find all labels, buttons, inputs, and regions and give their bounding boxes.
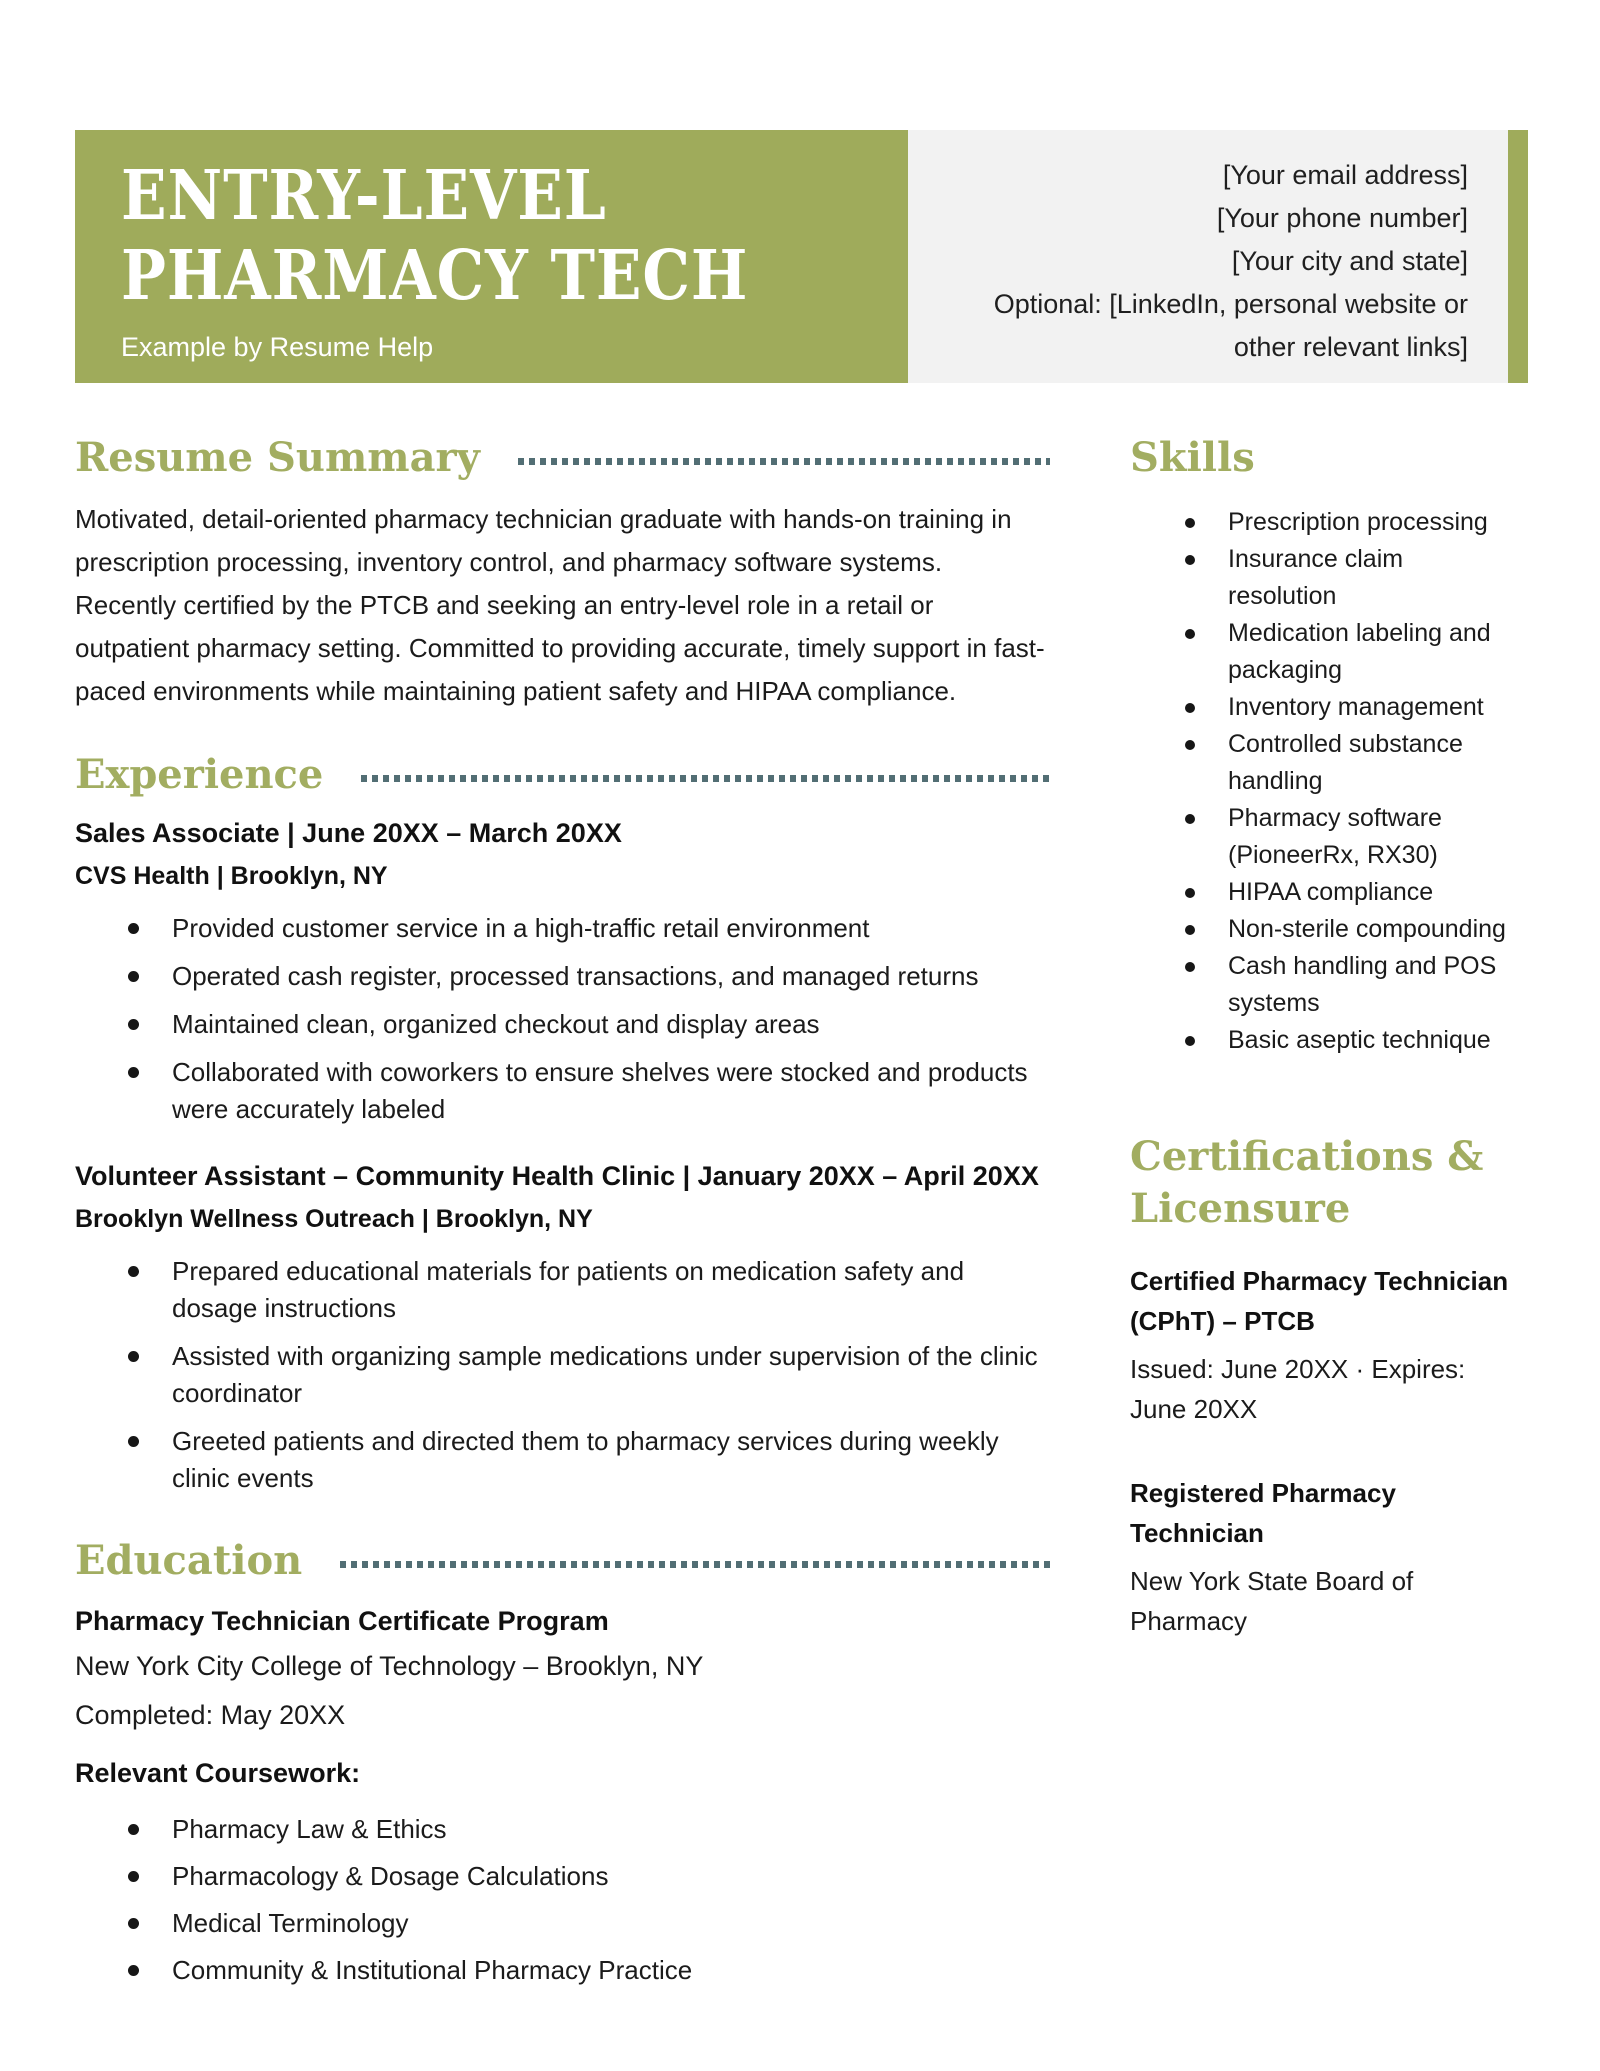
bullet-icon <box>128 1965 139 1976</box>
bullet-icon <box>1185 740 1195 750</box>
dotted-rule <box>340 1561 1050 1568</box>
list-item <box>75 1905 1050 1942</box>
bullet-icon <box>128 971 139 982</box>
experience-heading: Experience <box>75 751 324 798</box>
list-item <box>75 1253 1050 1327</box>
contact-optional-links: Optional: [LinkedIn, personal website or other relevant links] <box>993 289 1468 362</box>
summary-heading-row <box>75 432 1050 484</box>
bullet-icon <box>128 1067 139 1078</box>
contact-phone: [Your phone number] <box>1216 203 1468 233</box>
resume-title <box>121 156 814 316</box>
bullet-icon <box>128 1019 139 1030</box>
dotted-rule <box>518 458 1050 465</box>
list-item <box>1130 726 1515 800</box>
bullet-icon <box>1185 555 1195 565</box>
coursework-list <box>75 1811 1050 1989</box>
skills-list <box>1130 504 1515 1059</box>
resume-title-line2: PHARMACY TECH <box>121 236 749 316</box>
list-item <box>1130 874 1515 911</box>
certification-detail: New York State Board of Pharmacy <box>1130 1566 1414 1636</box>
education-completed: Completed: May 20XX <box>75 1700 346 1730</box>
list-item <box>1130 800 1515 874</box>
bullet-icon <box>1185 703 1195 713</box>
bullet-icon <box>128 1436 139 1447</box>
bullet-text: Assisted with organizing sample medications under supervision of the clinic coordinator <box>172 1341 1038 1408</box>
job-company: CVS Health | Brooklyn, NY <box>75 862 388 890</box>
certification-detail: Issued: June 20XX · Expires: June 20XX <box>1130 1354 1466 1424</box>
header <box>75 130 1528 383</box>
list-item <box>75 1338 1050 1412</box>
bullet-text: Inventory management <box>1228 693 1484 721</box>
summary-paragraph: Motivated, detail-oriented pharmacy technician graduate with hands-on training in prescription processing, inventory control, and pharmacy software systems. Recently certified by the PTCB and seeking an entry-level role in a retail or outpatient pharmacy setting. Committed to providing accurate, timely support in fast-paced environments while maintaining patient safety and HIPAA compliance. <box>75 504 1045 706</box>
bullet-text: Provided customer service in a high-traffic retail environment <box>172 913 870 943</box>
resume-subtitle: Example by Resume Help <box>121 332 434 362</box>
bullet-text: Controlled substance handling <box>1228 730 1463 795</box>
bullet-icon <box>128 1266 139 1277</box>
job-company: Brooklyn Wellness Outreach | Brooklyn, NY <box>75 1205 593 1233</box>
summary-heading: Resume Summary <box>75 434 480 481</box>
bullet-icon <box>128 1918 139 1929</box>
bullet-icon <box>1185 962 1195 972</box>
job-title: Volunteer Assistant – Community Health Clinic | January 20XX – April 20XX <box>75 1161 1039 1191</box>
education-heading: Education <box>75 1537 303 1584</box>
education-coursework-label: Relevant Coursework: <box>75 1758 361 1788</box>
left-column <box>75 432 1050 1999</box>
bullet-icon <box>128 1351 139 1362</box>
education-heading-row <box>75 1535 1050 1587</box>
skills-heading: Skills <box>1130 434 1255 481</box>
bullet-icon <box>128 923 139 934</box>
list-item <box>75 1006 1050 1043</box>
job-bullet-list <box>75 910 1050 1128</box>
bullet-icon <box>128 1871 139 1882</box>
job-entry <box>75 815 1050 1128</box>
bullet-icon <box>1185 1036 1195 1046</box>
contact-box <box>908 130 1508 383</box>
bullet-text: Pharmacy Law & Ethics <box>172 1814 447 1844</box>
bullet-text: Medication labeling and packaging <box>1228 619 1491 684</box>
bullet-text: HIPAA compliance <box>1228 878 1434 906</box>
section-resume-summary <box>75 432 1050 713</box>
list-item <box>75 1054 1050 1128</box>
list-item <box>1130 948 1515 1022</box>
bullet-text: Greeted patients and directed them to pharmacy services during weekly clinic events <box>172 1426 999 1493</box>
contact-email: [Your email address] <box>1222 160 1468 190</box>
experience-heading-row <box>75 749 1050 801</box>
list-item <box>1130 911 1515 948</box>
bullet-icon <box>1185 888 1195 898</box>
list-item <box>1130 1022 1515 1059</box>
bullet-icon <box>1185 814 1195 824</box>
bullet-text: Prepared educational materials for patients on medication safety and dosage instructions <box>172 1256 965 1323</box>
job-entry <box>75 1158 1050 1497</box>
list-item <box>75 1858 1050 1895</box>
header-title-block <box>75 130 908 383</box>
list-item <box>75 1423 1050 1497</box>
certification-title: Certified Pharmacy Technician (CPhT) – PTCB <box>1130 1266 1509 1336</box>
bullet-text: Non-sterile compounding <box>1228 915 1506 943</box>
bullet-text: Operated cash register, processed transactions, and managed returns <box>172 961 979 991</box>
bullet-icon <box>128 1824 139 1835</box>
certification-entry <box>1130 1261 1515 1429</box>
bullet-text: Pharmacy software (PioneerRx, RX30) <box>1228 804 1442 869</box>
certification-title: Registered Pharmacy Technician <box>1130 1478 1396 1548</box>
job-title: Sales Associate | June 20XX – March 20XX <box>75 818 622 848</box>
bullet-icon <box>1185 629 1195 639</box>
right-column <box>1130 432 1515 1999</box>
list-item <box>1130 689 1515 726</box>
bullet-icon <box>1185 518 1195 528</box>
certifications-heading: Certifications & Licensure <box>1130 1133 1484 1232</box>
list-item <box>75 958 1050 995</box>
list-item <box>75 1811 1050 1848</box>
section-skills <box>1130 432 1515 1059</box>
list-item <box>75 1952 1050 1989</box>
education-school: New York City College of Technology – Brooklyn, NY <box>75 1651 704 1681</box>
resume-body <box>75 432 1528 1999</box>
job-bullet-list <box>75 1253 1050 1497</box>
bullet-text: Medical Terminology <box>172 1908 409 1938</box>
section-education <box>75 1535 1050 1989</box>
bullet-text: Prescription processing <box>1228 508 1488 536</box>
bullet-text: Collaborated with coworkers to ensure shelves were stocked and products were accurately labeled <box>172 1057 1028 1124</box>
section-experience <box>75 749 1050 1497</box>
certification-entry <box>1130 1473 1515 1641</box>
list-item <box>75 910 1050 947</box>
bullet-text: Basic aseptic technique <box>1228 1026 1491 1054</box>
accent-stripe <box>1508 130 1528 383</box>
list-item <box>1130 615 1515 689</box>
bullet-text: Maintained clean, organized checkout and display areas <box>172 1009 820 1039</box>
bullet-text: Insurance claim resolution <box>1228 545 1404 610</box>
list-item <box>1130 541 1515 615</box>
bullet-text: Pharmacology & Dosage Calculations <box>172 1861 609 1891</box>
dotted-rule <box>361 775 1050 782</box>
contact-city-state: [Your city and state] <box>1231 246 1468 276</box>
section-certifications <box>1130 1131 1515 1641</box>
bullet-icon <box>1185 925 1195 935</box>
list-item <box>1130 504 1515 541</box>
bullet-text: Cash handling and POS systems <box>1228 952 1497 1017</box>
resume-title-line1: ENTRY-LEVEL <box>121 156 607 236</box>
education-program: Pharmacy Technician Certificate Program <box>75 1606 609 1636</box>
bullet-text: Community & Institutional Pharmacy Practice <box>172 1955 693 1985</box>
